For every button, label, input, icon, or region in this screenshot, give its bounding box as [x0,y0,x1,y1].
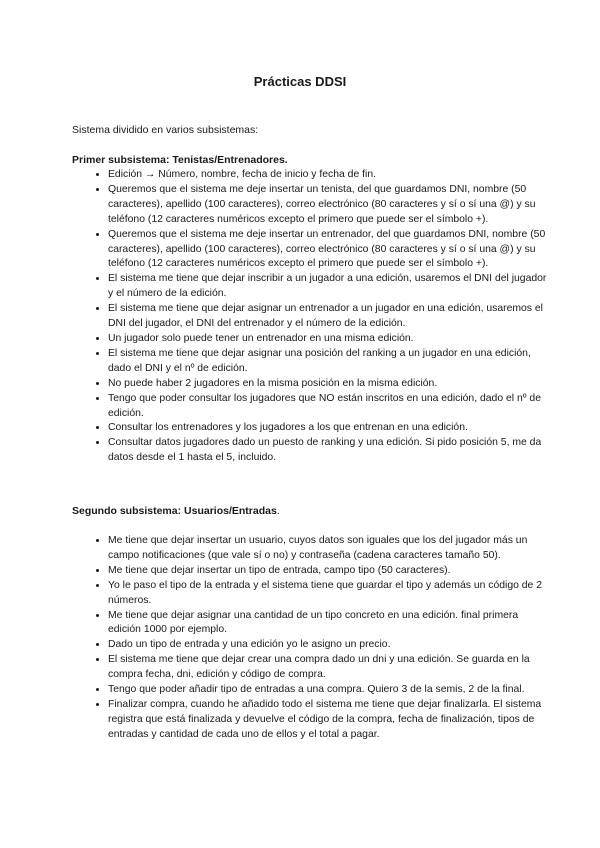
list-item: • Un jugador solo puede tener un entrenador en una misma edición. [108,332,548,347]
list-item: • El sistema me tiene que dejar asignar un entrenador a un jugador en una edición, usaremos el DNI del jugador, el DNI del entrenador y el número de la edición. [108,302,548,332]
section1-heading: Primer subsistema: Tenistas/Entrenadores. [72,154,288,166]
section2-heading-text: Segundo subsistema: Usuarios/Entradas [72,505,277,517]
section2-list [88,534,548,743]
list-item: • No puede haber 2 jugadores en la misma posición en la misma edición. [108,377,548,392]
list-item: • Me tiene que dejar insertar un tipo de entrada, campo tipo (50 caracteres). [108,564,548,579]
list-item: • Edición → Número, nombre, fecha de inicio y fecha de fin. [108,168,548,183]
list-item: • Me tiene que dejar asignar una cantidad de un tipo concreto en una edición. final primera edición 1000 por ejemplo. [108,609,548,639]
list-item: • Consultar los entrenadores y los jugadores a los que entrenan en una edición. [108,421,548,436]
document-title: Prácticas DDSI [253,74,347,89]
list-item: • Me tiene que dejar insertar un usuario, cuyos datos son iguales que los del jugador más un campo notificaciones (que vale sí o no) y contraseña (cadena caracteres tamaño 50). [108,534,548,564]
intro-text: Sistema dividido en varios subsistemas: [72,124,259,136]
list-item: • Queremos que el sistema me deje insertar un tenista, del que guardamos DNI, nombre (50 caracteres), apellido (100 caracteres), correo electrónico (80 caracteres y sí o sí una @) y su teléfono (12 caracteres numéricos excepto el primero que puede ser el símbolo +). [108,183,548,228]
list-item: • El sistema me tiene que dejar asignar una posición del ranking a un jugador en una edición, dado el DNI y el nº de edición. [108,347,548,377]
list-item: • Tengo que poder añadir tipo de entradas a una compra. Quiero 3 de la semis, 2 de la final. [108,683,548,698]
list-item: • Queremos que el sistema me deje insertar un entrenador, del que guardamos DNI, nombre (50 caracteres), apellido (100 caracteres), correo electrónico (80 caracteres y sí o sí una @) y su teléfono (12 caracteres numéricos excepto el primero que puede ser el símbolo +). [108,228,548,273]
section2-heading [72,505,280,517]
list-item: • Yo le paso el tipo de la entrada y el sistema tiene que guardar el tipo y además un código de 2 números. [108,579,548,609]
list-item: • Tengo que poder consultar los jugadores que NO están inscritos en una edición, dado el nº de edición. [108,392,548,422]
section1-list [88,168,548,466]
list-item: • El sistema me tiene que dejar inscribir a un jugador a una edición, usaremos el DNI del jugador y el número de la edición. [108,272,548,302]
list-item: • Dado un tipo de entrada y una edición yo le asigno un precio. [108,638,548,653]
section2-heading-suffix: . [276,505,280,517]
list-item: • Consultar datos jugadores dado un puesto de ranking y una edición. Si pido posición 5, me da datos desde el 1 hasta el 5, incluido. [108,436,548,466]
list-item: • Finalizar compra, cuando he añadido todo el sistema me tiene que dejar finalizarla. El sistema registra que está finalizada y devuelve el código de la compra, fecha de finalización, tipos de entradas y cantidad de cada uno de ellos y el total a pagar. [108,698,548,743]
list-item: • El sistema me tiene que dejar crear una compra dado un dni y una edición. Se guarda en la compra fecha, dni, edición y código de compra. [108,653,548,683]
